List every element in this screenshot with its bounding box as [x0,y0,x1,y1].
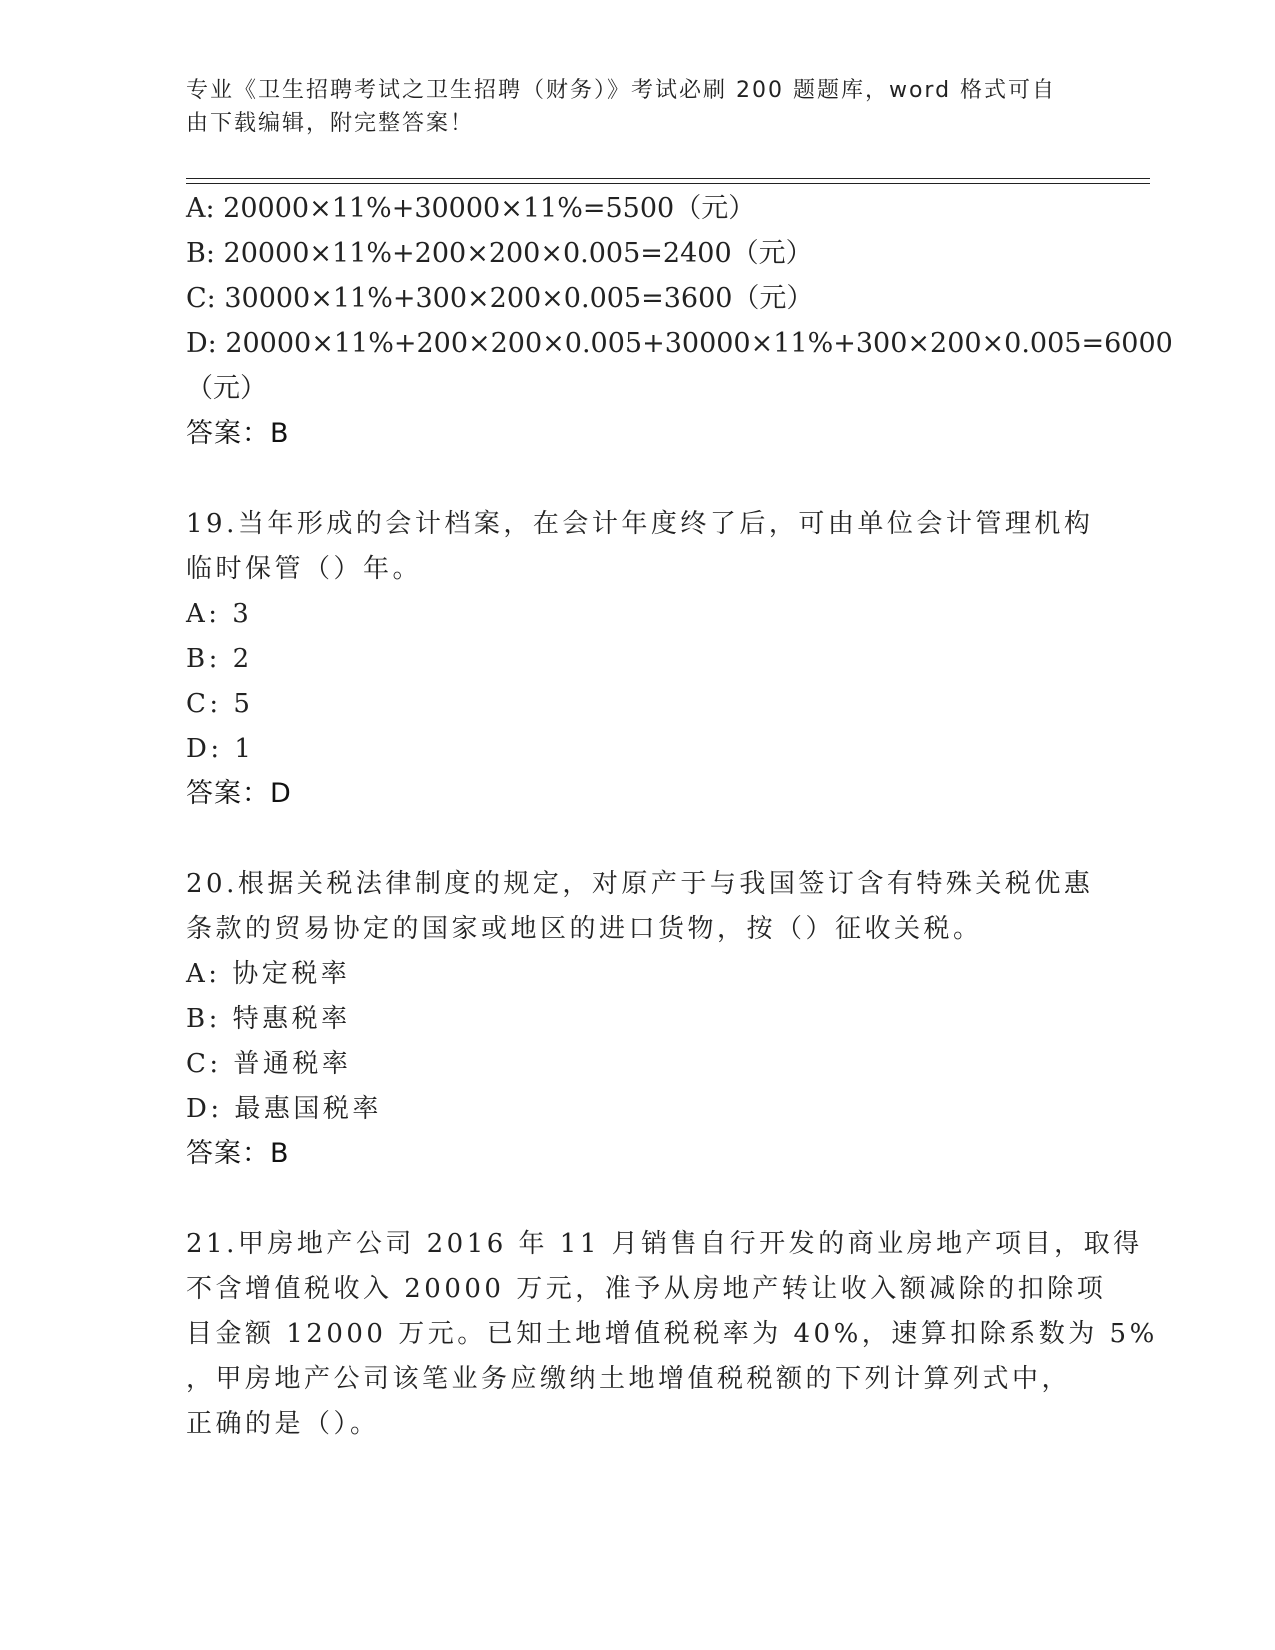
question-21-stem-line-1: 21.甲房地产公司 2016 年 11 月销售自行开发的商业房地产项目，取得 [186,1229,1143,1259]
question-20-stem-line-1: 20.根据关税法律制度的规定，对原产于与我国签订含有特殊关税优惠 [186,869,1094,899]
question-20-option-a: A: 协定税率 [186,959,351,989]
question-19-option-a: A: 3 [186,599,253,629]
question-19-option-d: D: 1 [186,734,255,764]
question-21-stem-line-4: ，甲房地产公司该笔业务应缴纳土地增值税税额的下列计算列式中， [186,1364,1072,1394]
question-19-stem-line-1: 19.当年形成的会计档案，在会计年度终了后，可由单位会计管理机构 [186,509,1094,539]
document-header [186,74,1066,140]
question-20-option-b: B: 特惠税率 [186,1004,351,1034]
option-a: A: 20000×11%+30000×11%=5500（元） [186,193,756,224]
header-divider-top [186,178,1150,179]
question-20-option-d: D: 最惠国税率 [186,1094,382,1124]
header-line-1: 专业《卫生招聘考试之卫生招聘（财务）》考试必刷 200 题题库，word 格式可自 [186,78,1057,103]
question-20-stem-line-2: 条款的贸易协定的国家或地区的进口货物，按（）征收关税。 [186,914,983,944]
header-line-2: 由下载编辑，附完整答案！ [186,111,475,136]
question-21-stem-line-5: 正确的是（）。 [186,1409,380,1439]
question-21-stem-line-3: 目金额 12000 万元。已知土地增值税税率为 40%，速算扣除系数为 5% [186,1319,1158,1349]
question-20-option-c: C: 普通税率 [186,1049,352,1079]
answer-prev: 答案：B [186,418,290,449]
question-19-option-b: B: 2 [186,644,253,674]
option-d-continued: （元） [186,373,267,404]
question-19-answer: 答案：D [186,778,292,809]
option-b: B: 20000×11%+200×200×0.005=2400（元） [186,238,813,269]
option-d: D: 20000×11%+200×200×0.005+30000×11%+300×200×0.005=6000 [186,328,1173,359]
question-19-stem-line-2: 临时保管（）年。 [186,554,423,584]
header-divider-bottom [186,183,1150,184]
question-20-answer: 答案：B [186,1138,290,1169]
question-21-stem-line-2: 不含增值税收入 20000 万元，准予从房地产转让收入额减除的扣除项 [186,1274,1107,1304]
option-c: C: 30000×11%+300×200×0.005=3600（元） [186,283,814,314]
question-19-option-c: C: 5 [186,689,254,719]
